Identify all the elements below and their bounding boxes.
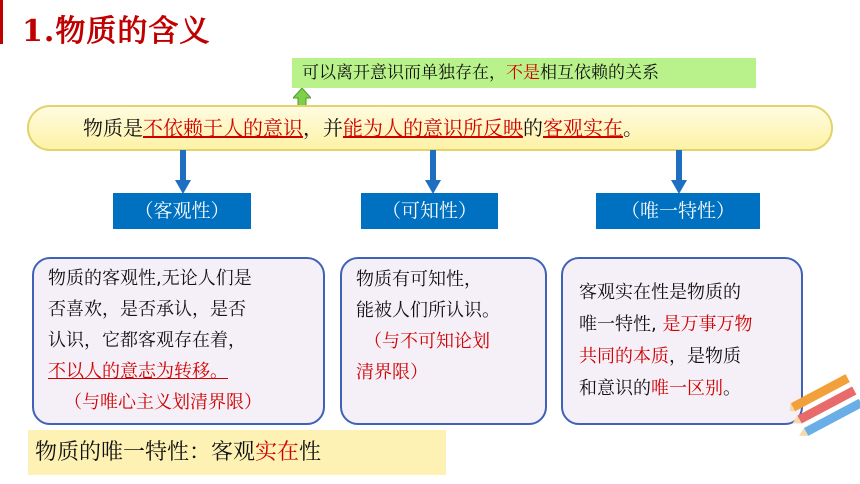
card-text: 唯一特性, (579, 314, 657, 335)
down-arrow-icon (175, 150, 191, 194)
title-accent-bar (0, 0, 3, 44)
card-line (579, 341, 801, 373)
card-text: 和意识的 (579, 378, 651, 399)
card-line-note: （与不可知论划 (364, 331, 490, 352)
def-text-2: 不依赖于人的意识 (143, 116, 303, 140)
category-objectivity: （客观性） (113, 193, 251, 229)
card-unique-trait (561, 257, 803, 425)
card-line (579, 309, 801, 341)
down-arrow-icon (671, 150, 687, 194)
card-knowability (340, 257, 547, 425)
card-text: ，是物质 (669, 346, 741, 367)
card-objectivity (32, 257, 325, 425)
definition-banner (27, 105, 833, 151)
note-text-2: 不是 (506, 63, 540, 83)
card-line: 能被人们所认识。 (356, 300, 500, 321)
card-line: 否喜欢，是否承认，是否 (48, 299, 246, 320)
category-unique-trait: （唯一特性） (596, 193, 760, 229)
category-knowability: （可知性） (361, 193, 498, 229)
card-line-note: 清界限） (356, 362, 428, 383)
card-text-emphasis: 唯一区别 (651, 378, 723, 399)
pencils-decoration-icon (790, 370, 860, 450)
card-line-note: （与唯心主义划清界限） (64, 392, 262, 413)
summary-text-3: 性 (299, 440, 322, 465)
def-text-7: 。 (623, 116, 643, 140)
summary-text-2: 实在 (255, 440, 300, 465)
summary-banner (28, 430, 446, 475)
card-line: 物质的客观性,无论人们是 (48, 268, 252, 289)
card-line: 物质有可知性， (356, 269, 482, 290)
card-text-emphasis: 是万事万物 (662, 314, 753, 335)
def-text-3: ，并 (303, 116, 343, 140)
card-text-emphasis: 共同的本质 (579, 346, 669, 367)
card-line: 客观实在性是物质的 (579, 282, 741, 303)
card-line-emphasis: 不以人的意志为转移。 (48, 361, 228, 382)
card-line (579, 373, 801, 405)
def-text-6: 客观实在 (543, 116, 623, 140)
def-text-4: 能为人的意识所反映 (343, 116, 523, 140)
def-text-5: 的 (523, 116, 543, 140)
note-text-1: 可以离开意识而单独存在， (302, 63, 506, 83)
page-title: 1.物质的含义 (22, 14, 211, 49)
relation-note (292, 58, 756, 88)
note-text-3: 相互依赖的关系 (540, 63, 659, 83)
summary-text-1: 物质的唯一特性：客观 (35, 440, 256, 465)
def-text-1: 物质是 (83, 116, 143, 140)
down-arrow-icon (425, 150, 441, 194)
card-text: 。 (723, 378, 741, 399)
card-line: 认识，它都客观存在着， (48, 330, 246, 351)
